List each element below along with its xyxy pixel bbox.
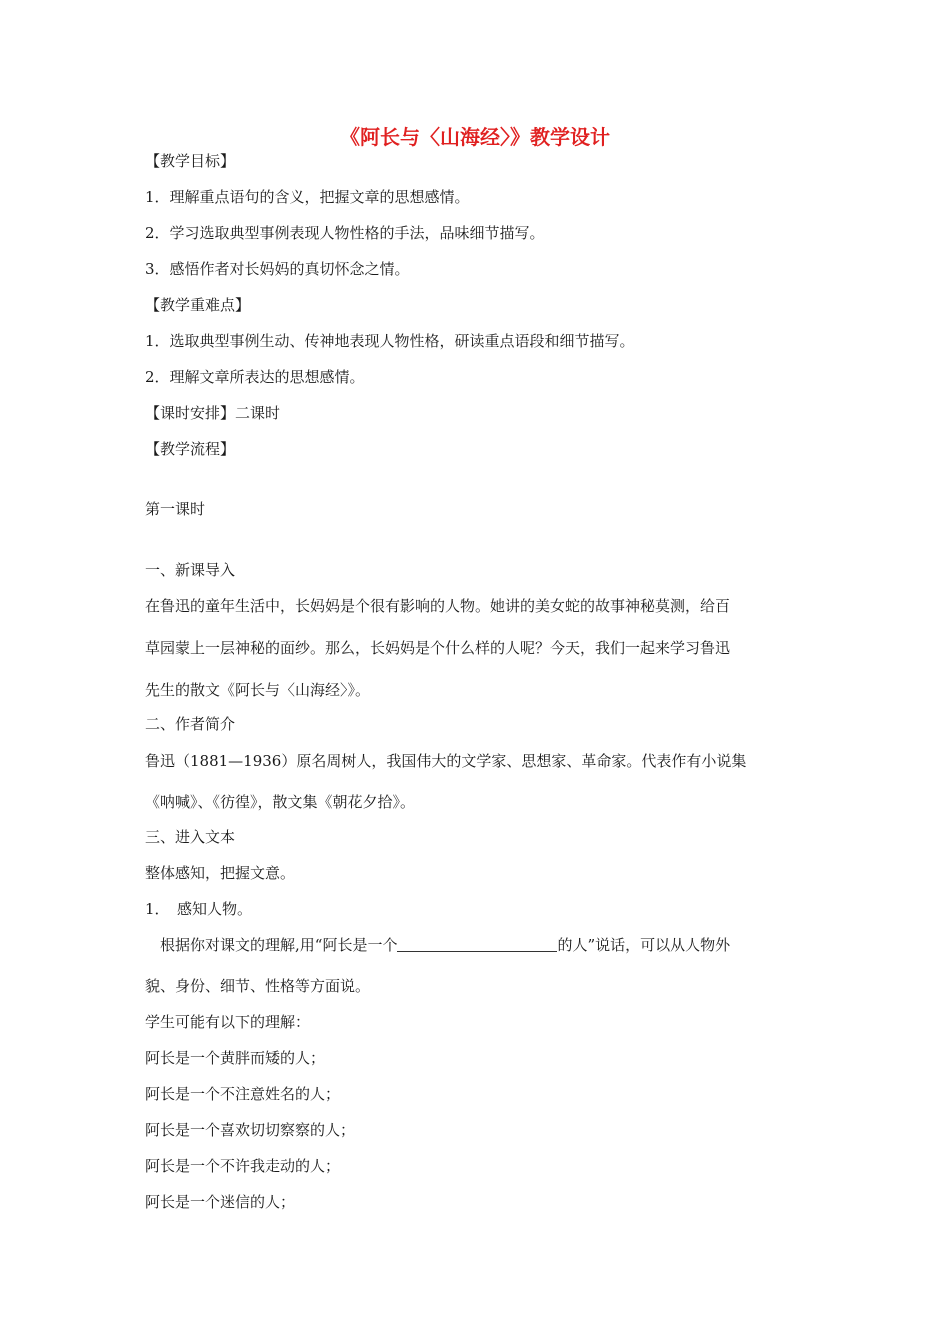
heading-flow: 【教学流程】	[145, 440, 236, 458]
answer-5: 阿长是一个迷信的人；	[145, 1193, 296, 1211]
perceive-character: 1． 感知人物。	[145, 900, 253, 918]
author-para-line-2: 《呐喊》、《彷徨》，散文集《朝花夕拾》。	[145, 793, 416, 811]
intro-para-line-3: 先生的散文《阿长与〈山海经〉》。	[145, 681, 371, 699]
key-point-1: 1．选取典型事例生动、传神地表现人物性格，研读重点语段和细节描写。	[145, 332, 635, 350]
heading-objectives: 【教学目标】	[145, 152, 236, 170]
section-text: 三、进入文本	[145, 828, 236, 846]
objective-3: 3．感悟作者对长妈妈的真切怀念之情。	[145, 260, 410, 278]
answer-1: 阿长是一个黄胖而矮的人；	[145, 1049, 326, 1067]
prompt-continuation: 貌、身份、细节、性格等方面说。	[145, 977, 371, 995]
section-intro: 一、新课导入	[145, 561, 236, 579]
document-title: 《阿长与〈山海经〉》教学设计	[340, 125, 610, 149]
heading-key-points: 【教学重难点】	[145, 296, 251, 314]
student-understanding: 学生可能有以下的理解：	[145, 1013, 311, 1031]
answer-4: 阿长是一个不许我走动的人；	[145, 1157, 341, 1175]
intro-para-line-1: 在鲁迅的童年生活中，长妈妈是个很有影响的人物。她讲的美女蛇的故事神秘莫测，给百	[145, 597, 731, 615]
objective-2: 2．学习选取典型事例表现人物性格的手法，品味细节描写。	[145, 224, 545, 242]
author-para-line-1: 鲁迅（1881—1936）原名周树人，我国伟大的文学家、思想家、革命家。代表作有小说集	[145, 752, 747, 770]
intro-para-line-2: 草园蒙上一层神秘的面纱。那么，长妈妈是个什么样的人呢？今天，我们一起来学习鲁迅	[145, 639, 731, 657]
answer-3: 阿长是一个喜欢切切察察的人；	[145, 1121, 356, 1139]
prompt-line	[145, 935, 825, 955]
prompt-after: 的人”说话，可以从人物外	[557, 936, 731, 954]
schedule: 【课时安排】二课时	[145, 404, 281, 422]
section-author: 二、作者简介	[145, 715, 236, 733]
answer-2: 阿长是一个不注意姓名的人；	[145, 1085, 341, 1103]
fill-in-blank	[397, 935, 557, 952]
key-point-2: 2．理解文章所表达的思想感情。	[145, 368, 365, 386]
overall-perception: 整体感知，把握文意。	[145, 864, 296, 882]
objective-1: 1．理解重点语句的含义，把握文章的思想感情。	[145, 188, 470, 206]
lesson-one: 第一课时	[145, 500, 206, 518]
prompt-before: 根据你对课文的理解,用“阿长是一个	[145, 936, 398, 954]
